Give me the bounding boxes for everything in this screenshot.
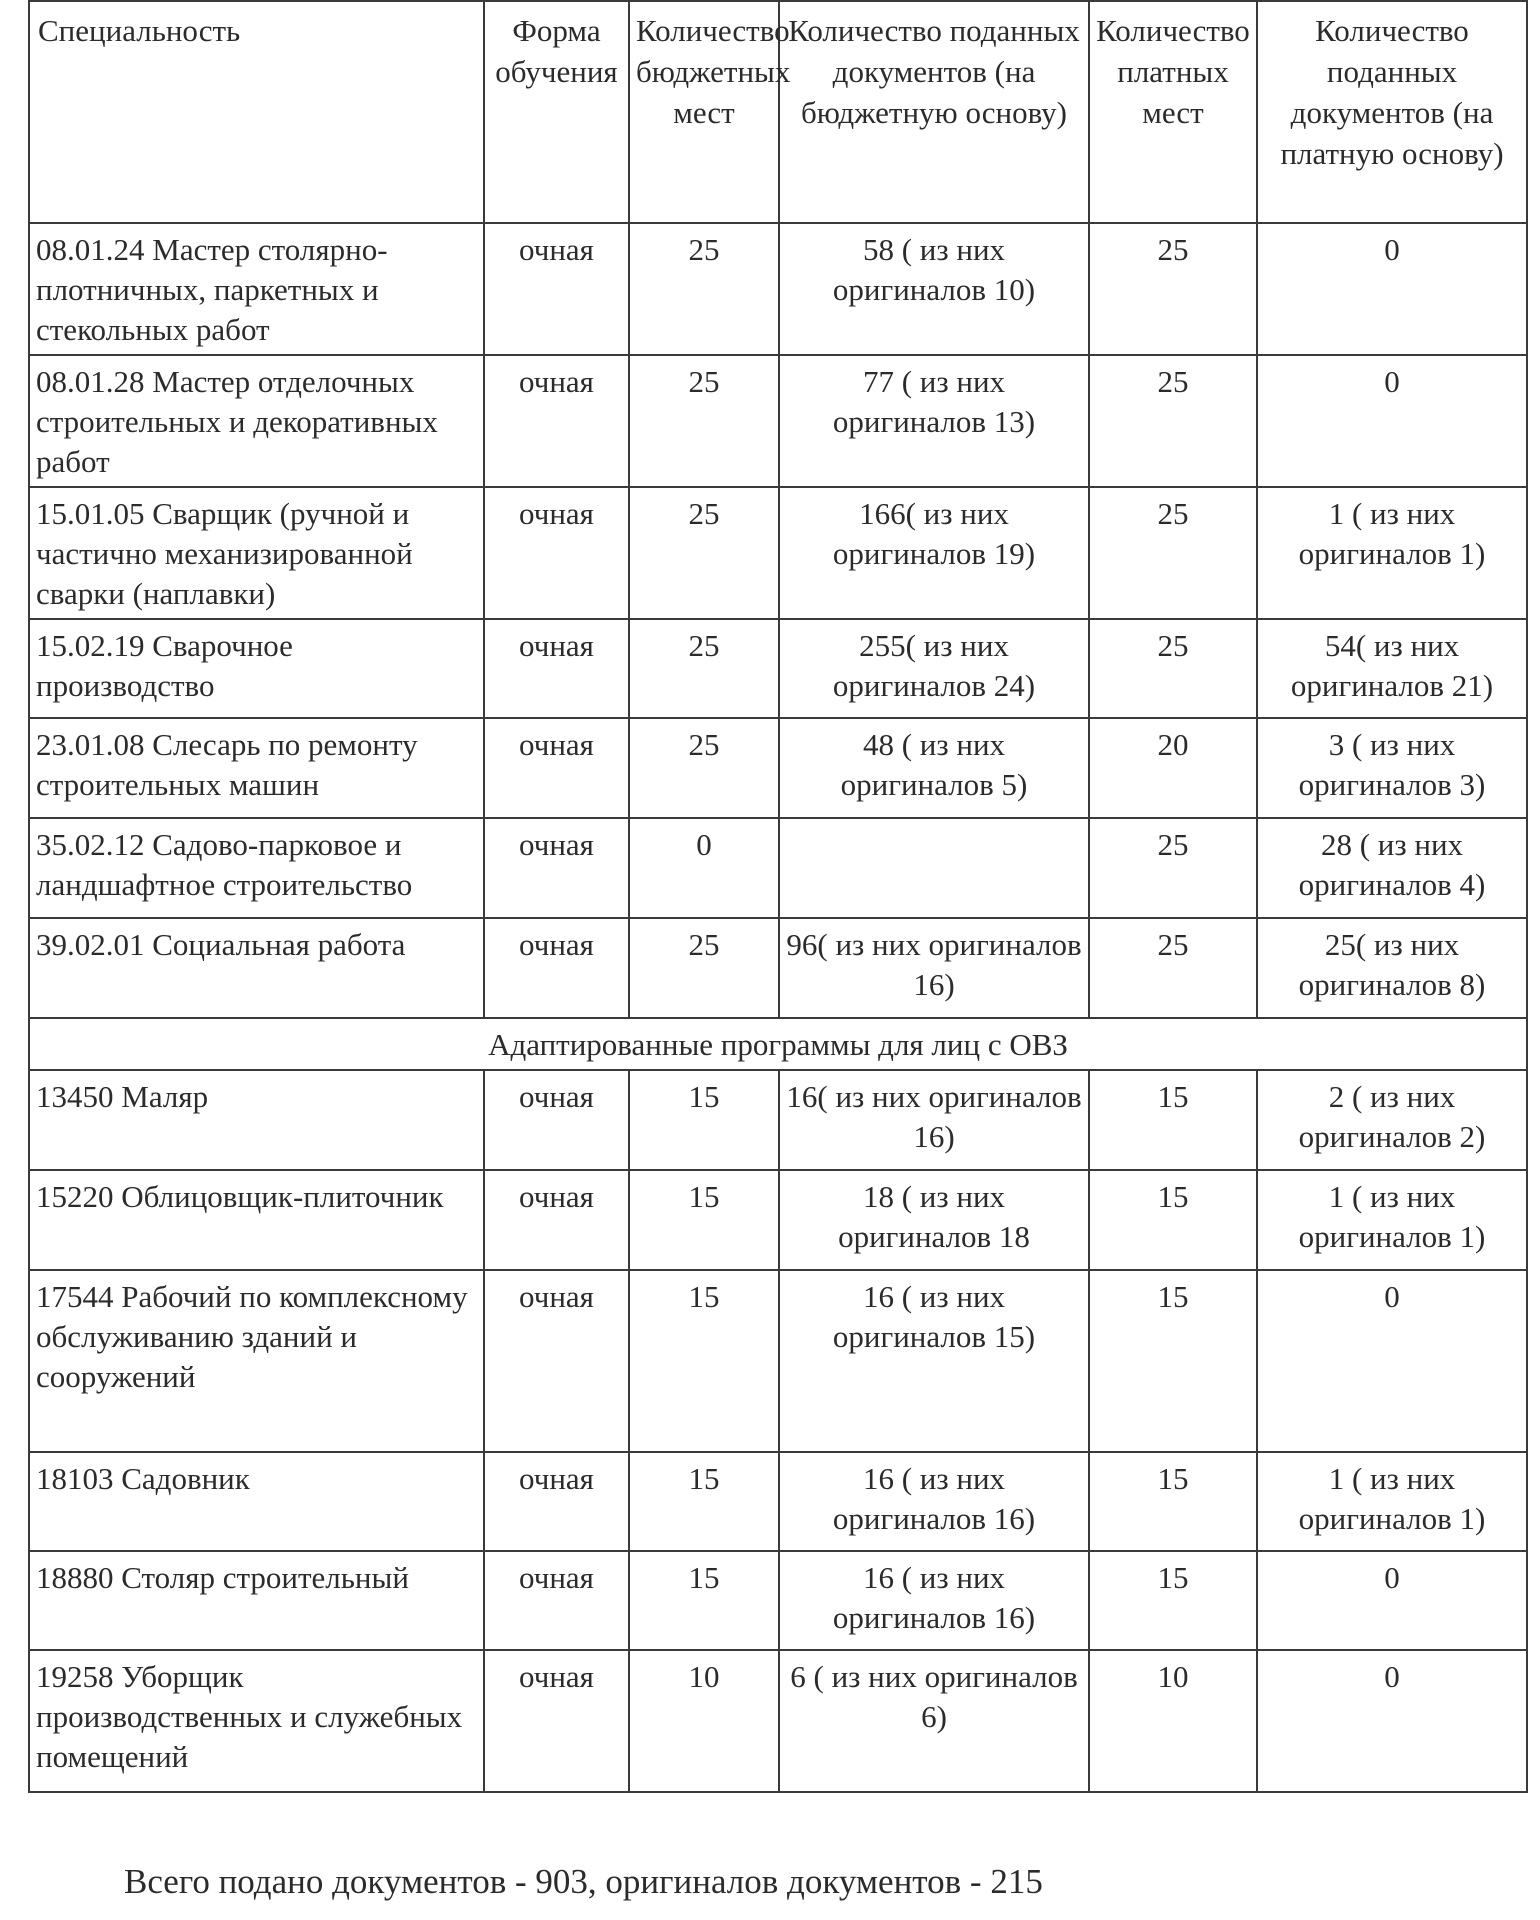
table-row — [29, 718, 1527, 818]
table-row — [29, 818, 1527, 918]
cell-paid-places: 25 — [1089, 818, 1257, 918]
header-specialty: Специальность — [29, 1, 484, 223]
cell-form: очная — [484, 1650, 629, 1792]
cell-paid-places: 15 — [1089, 1170, 1257, 1270]
cell-budget-places: 25 — [629, 918, 779, 1018]
cell-paid-places: 15 — [1089, 1452, 1257, 1551]
cell-form: очная — [484, 1452, 629, 1551]
cell-paid-places: 25 — [1089, 487, 1257, 619]
cell-form: очная — [484, 355, 629, 487]
cell-paid-places: 15 — [1089, 1070, 1257, 1170]
cell-budget-docs: 58 ( из них оригиналов 10) — [779, 223, 1089, 355]
cell-paid-places: 25 — [1089, 918, 1257, 1018]
table-header-row — [29, 1, 1527, 223]
header-budget-places: Количество бюджетных мест — [629, 1, 779, 223]
cell-budget-places: 25 — [629, 355, 779, 487]
cell-specialty: 39.02.01 Социальная работа — [29, 918, 484, 1018]
cell-paid-places: 25 — [1089, 619, 1257, 718]
cell-specialty: 13450 Маляр — [29, 1070, 484, 1170]
cell-form: очная — [484, 619, 629, 718]
cell-budget-places: 25 — [629, 619, 779, 718]
cell-budget-places: 25 — [629, 718, 779, 818]
cell-budget-docs — [779, 818, 1089, 918]
cell-paid-docs: 1 ( из них оригиналов 1) — [1257, 487, 1527, 619]
cell-form: очная — [484, 818, 629, 918]
table-row — [29, 487, 1527, 619]
cell-specialty: 19258 Уборщик производственных и служебных помещений — [29, 1650, 484, 1792]
cell-budget-places: 15 — [629, 1170, 779, 1270]
adapted-rows — [29, 1070, 1527, 1792]
cell-form: очная — [484, 487, 629, 619]
cell-budget-docs: 16 ( из них оригиналов 16) — [779, 1551, 1089, 1650]
cell-form: очная — [484, 1270, 629, 1452]
total-summary: Всего подано документов - 903, оригиналов документов - 215 — [124, 1862, 1043, 1901]
cell-budget-places: 25 — [629, 487, 779, 619]
cell-paid-places: 15 — [1089, 1551, 1257, 1650]
cell-specialty: 08.01.24 Мастер столярно-плотничных, паркетных и стекольных работ — [29, 223, 484, 355]
cell-budget-docs: 16 ( из них оригиналов 15) — [779, 1270, 1089, 1452]
cell-specialty: 15220 Облицовщик-плиточник — [29, 1170, 484, 1270]
cell-specialty: 15.02.19 Сварочное производство — [29, 619, 484, 718]
cell-specialty: 35.02.12 Садово-парковое и ландшафтное строительство — [29, 818, 484, 918]
cell-budget-docs: 96( из них оригиналов 16) — [779, 918, 1089, 1018]
cell-specialty: 17544 Рабочий по комплексному обслуживанию зданий и сооружений — [29, 1270, 484, 1452]
cell-specialty: 18103 Садовник — [29, 1452, 484, 1551]
table-row — [29, 223, 1527, 355]
cell-form: очная — [484, 918, 629, 1018]
cell-paid-places: 20 — [1089, 718, 1257, 818]
cell-budget-places: 10 — [629, 1650, 779, 1792]
cell-paid-docs: 1 ( из них оригиналов 1) — [1257, 1170, 1527, 1270]
cell-paid-docs: 0 — [1257, 1270, 1527, 1452]
cell-paid-docs: 0 — [1257, 223, 1527, 355]
cell-paid-places: 25 — [1089, 355, 1257, 487]
table-row — [29, 1650, 1527, 1792]
table-row — [29, 1170, 1527, 1270]
cell-budget-places: 0 — [629, 818, 779, 918]
cell-form: очная — [484, 223, 629, 355]
cell-budget-docs: 77 ( из них оригиналов 13) — [779, 355, 1089, 487]
table-row — [29, 1452, 1527, 1551]
cell-paid-places: 15 — [1089, 1270, 1257, 1452]
cell-form: очная — [484, 1551, 629, 1650]
cell-paid-docs: 1 ( из них оригиналов 1) — [1257, 1452, 1527, 1551]
cell-budget-docs: 16( из них оригиналов 16) — [779, 1070, 1089, 1170]
cell-form: очная — [484, 718, 629, 818]
cell-budget-docs: 18 ( из них оригиналов 18 — [779, 1170, 1089, 1270]
cell-budget-places: 25 — [629, 223, 779, 355]
cell-paid-docs: 0 — [1257, 1551, 1527, 1650]
cell-specialty: 18880 Столяр строительный — [29, 1551, 484, 1650]
cell-budget-places: 15 — [629, 1270, 779, 1452]
cell-paid-docs: 25( из них оригиналов 8) — [1257, 918, 1527, 1018]
cell-specialty: 08.01.28 Мастер отделочных строительных и декоративных работ — [29, 355, 484, 487]
table-row — [29, 619, 1527, 718]
cell-budget-places: 15 — [629, 1070, 779, 1170]
cell-paid-docs: 28 ( из них оригиналов 4) — [1257, 818, 1527, 918]
header-paid-docs: Количество поданных документов (на платную основу) — [1257, 1, 1527, 223]
cell-budget-docs: 166( из них оригиналов 19) — [779, 487, 1089, 619]
cell-paid-places: 25 — [1089, 223, 1257, 355]
cell-specialty: 15.01.05 Сварщик (ручной и частично механизированной сварки (наплавки) — [29, 487, 484, 619]
table-row — [29, 1070, 1527, 1170]
header-paid-places: Количество платных мест — [1089, 1, 1257, 223]
cell-form: очная — [484, 1170, 629, 1270]
cell-budget-docs: 48 ( из них оригиналов 5) — [779, 718, 1089, 818]
cell-paid-docs: 2 ( из них оригиналов 2) — [1257, 1070, 1527, 1170]
table-row — [29, 1270, 1527, 1452]
cell-budget-docs: 255( из них оригиналов 24) — [779, 619, 1089, 718]
cell-paid-docs: 54( из них оригиналов 21) — [1257, 619, 1527, 718]
cell-budget-places: 15 — [629, 1452, 779, 1551]
header-form: Форма обучения — [484, 1, 629, 223]
cell-budget-docs: 16 ( из них оригиналов 16) — [779, 1452, 1089, 1551]
header-budget-docs: Количество поданных документов (на бюджетную основу) — [779, 1, 1089, 223]
cell-budget-docs: 6 ( из них оригиналов 6) — [779, 1650, 1089, 1792]
cell-paid-places: 10 — [1089, 1650, 1257, 1792]
admission-table — [28, 0, 1528, 1793]
table-row — [29, 355, 1527, 487]
table-row — [29, 1551, 1527, 1650]
table-row — [29, 918, 1527, 1018]
cell-form: очная — [484, 1070, 629, 1170]
section-row — [29, 1018, 1527, 1070]
main-rows — [29, 223, 1527, 1018]
cell-paid-docs: 0 — [1257, 1650, 1527, 1792]
cell-paid-docs: 0 — [1257, 355, 1527, 487]
cell-paid-docs: 3 ( из них оригиналов 3) — [1257, 718, 1527, 818]
section-title: Адаптированные программы для лиц с ОВЗ — [29, 1018, 1527, 1070]
cell-specialty: 23.01.08 Слесарь по ремонту строительных машин — [29, 718, 484, 818]
cell-budget-places: 15 — [629, 1551, 779, 1650]
